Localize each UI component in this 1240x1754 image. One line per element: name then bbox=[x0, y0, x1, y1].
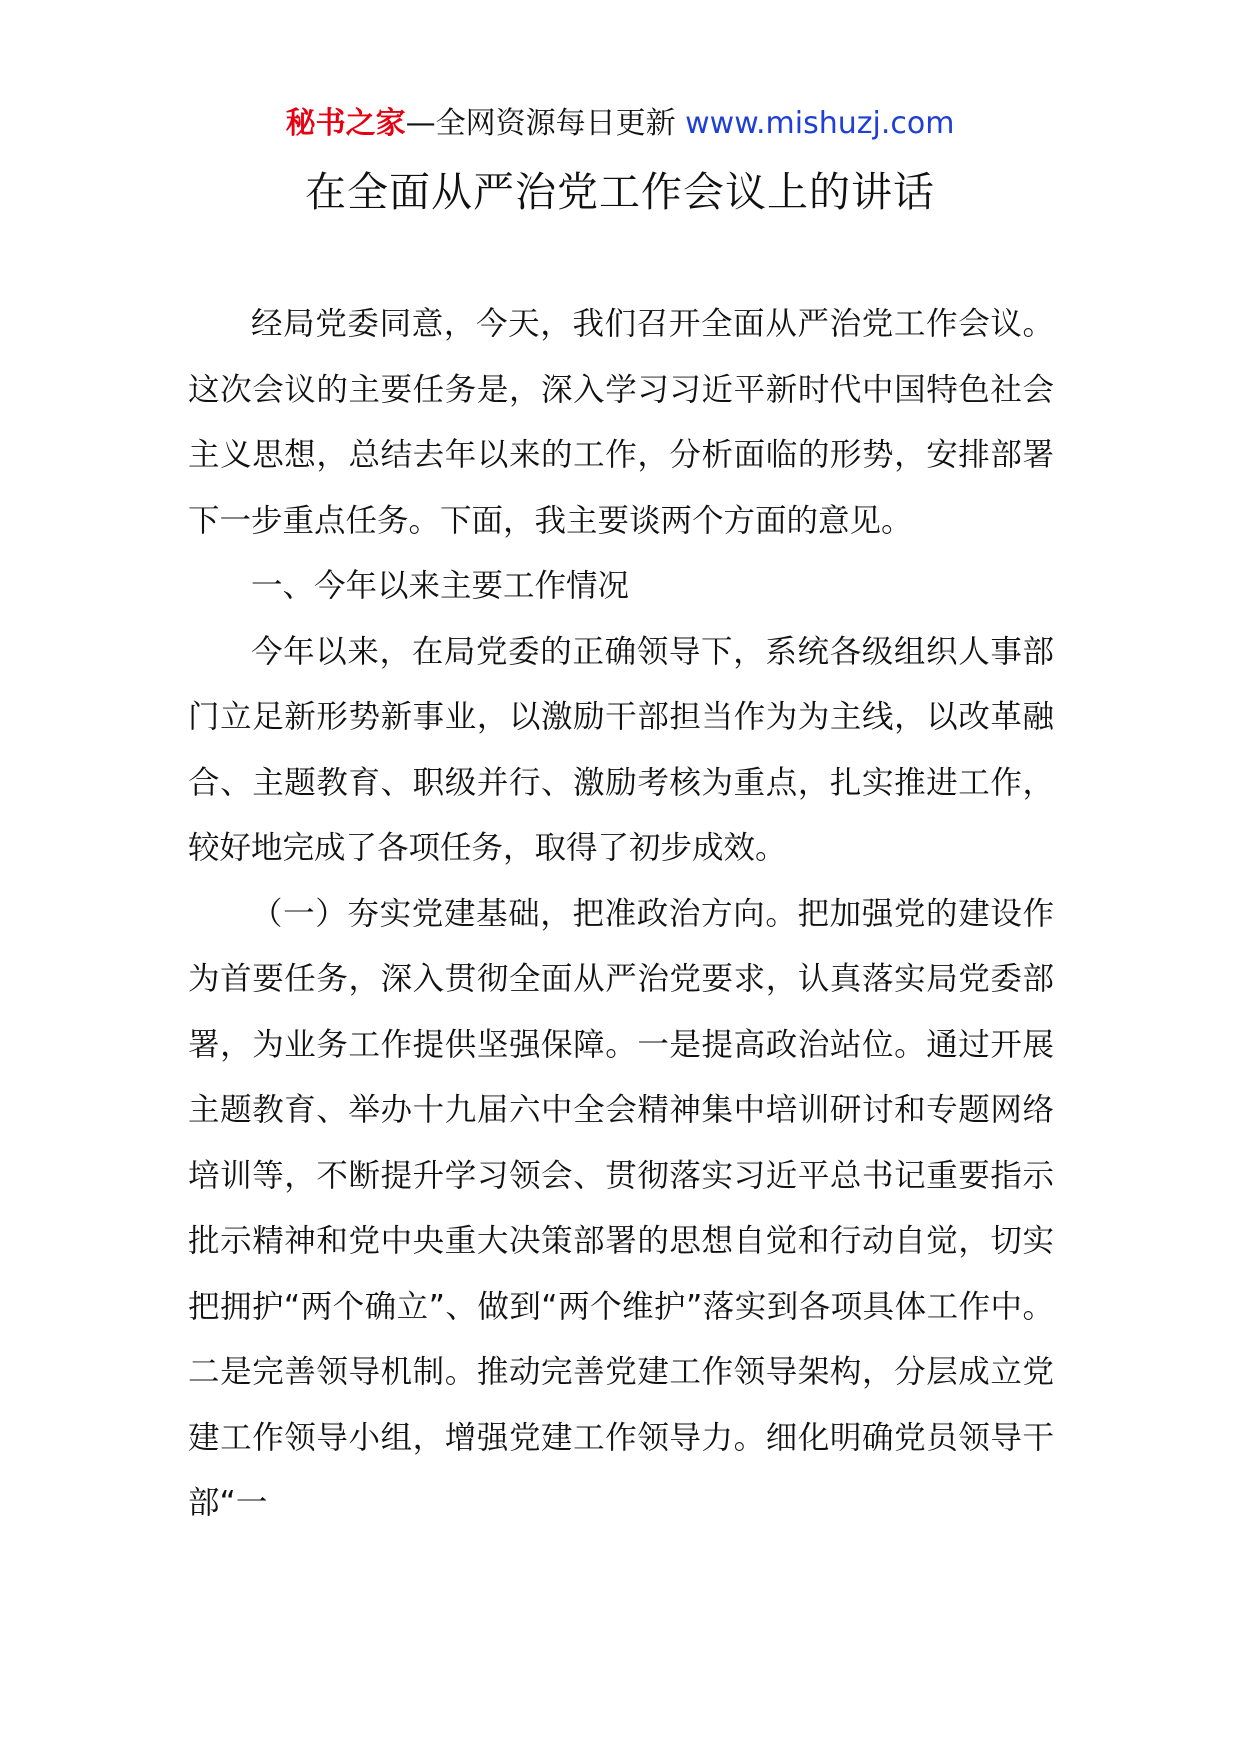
paragraph-subsection-1: （一）夯实党建基础，把准政治方向。把加强党的建设作为首要任务，深入贯彻全面从严治党要求，认真落实局党委部署，为业务工作提供坚强保障。一是提高政治站位。通过开展主题教育、举办十九届六中全会精神集中培训研讨和专题网络培训等，不断提升学习领会、贯彻落实习近平总书记重要指示批示精神和党中央重大决策部署的思想自觉和行动自觉，切实把拥护“两个确立”、做到“两个维护”落实到各项具体工作中。二是完善领导机制。推动完善党建工作领导架构，分层成立党建工作领导小组，增强党建工作领导力。细化明确党员领导干部“一 bbox=[188, 895, 1054, 1521]
header-url-link[interactable]: www.mishuzj.com bbox=[685, 106, 955, 141]
page-header bbox=[0, 102, 1240, 146]
paragraph-intro: 经局党委同意，今天，我们召开全面从严治党工作会议。这次会议的主要任务是，深入学习习近平新时代中国特色社会主义思想，总结去年以来的工作，分析面临的形势，安排部署下一步重点任务。下面，我主要谈两个方面的意见。 bbox=[188, 306, 1054, 539]
header-slogan: —全网资源每日更新 bbox=[405, 106, 676, 141]
paragraph-overview: 今年以来，在局党委的正确领导下，系统各级组织人事部门立足新形势新事业，以激励干部担当作为为主线，以改革融合、主题教育、职级并行、激励考核为重点，扎实推进工作，较好地完成了各项任务，取得了初步成效。 bbox=[188, 633, 1054, 866]
section-heading-1: 一、今年以来主要工作情况 bbox=[251, 568, 630, 604]
document-title: 在全面从严治党工作会议上的讲话 bbox=[305, 168, 935, 216]
header-brand: 秘书之家 bbox=[285, 106, 406, 141]
document-body bbox=[188, 292, 1054, 1537]
